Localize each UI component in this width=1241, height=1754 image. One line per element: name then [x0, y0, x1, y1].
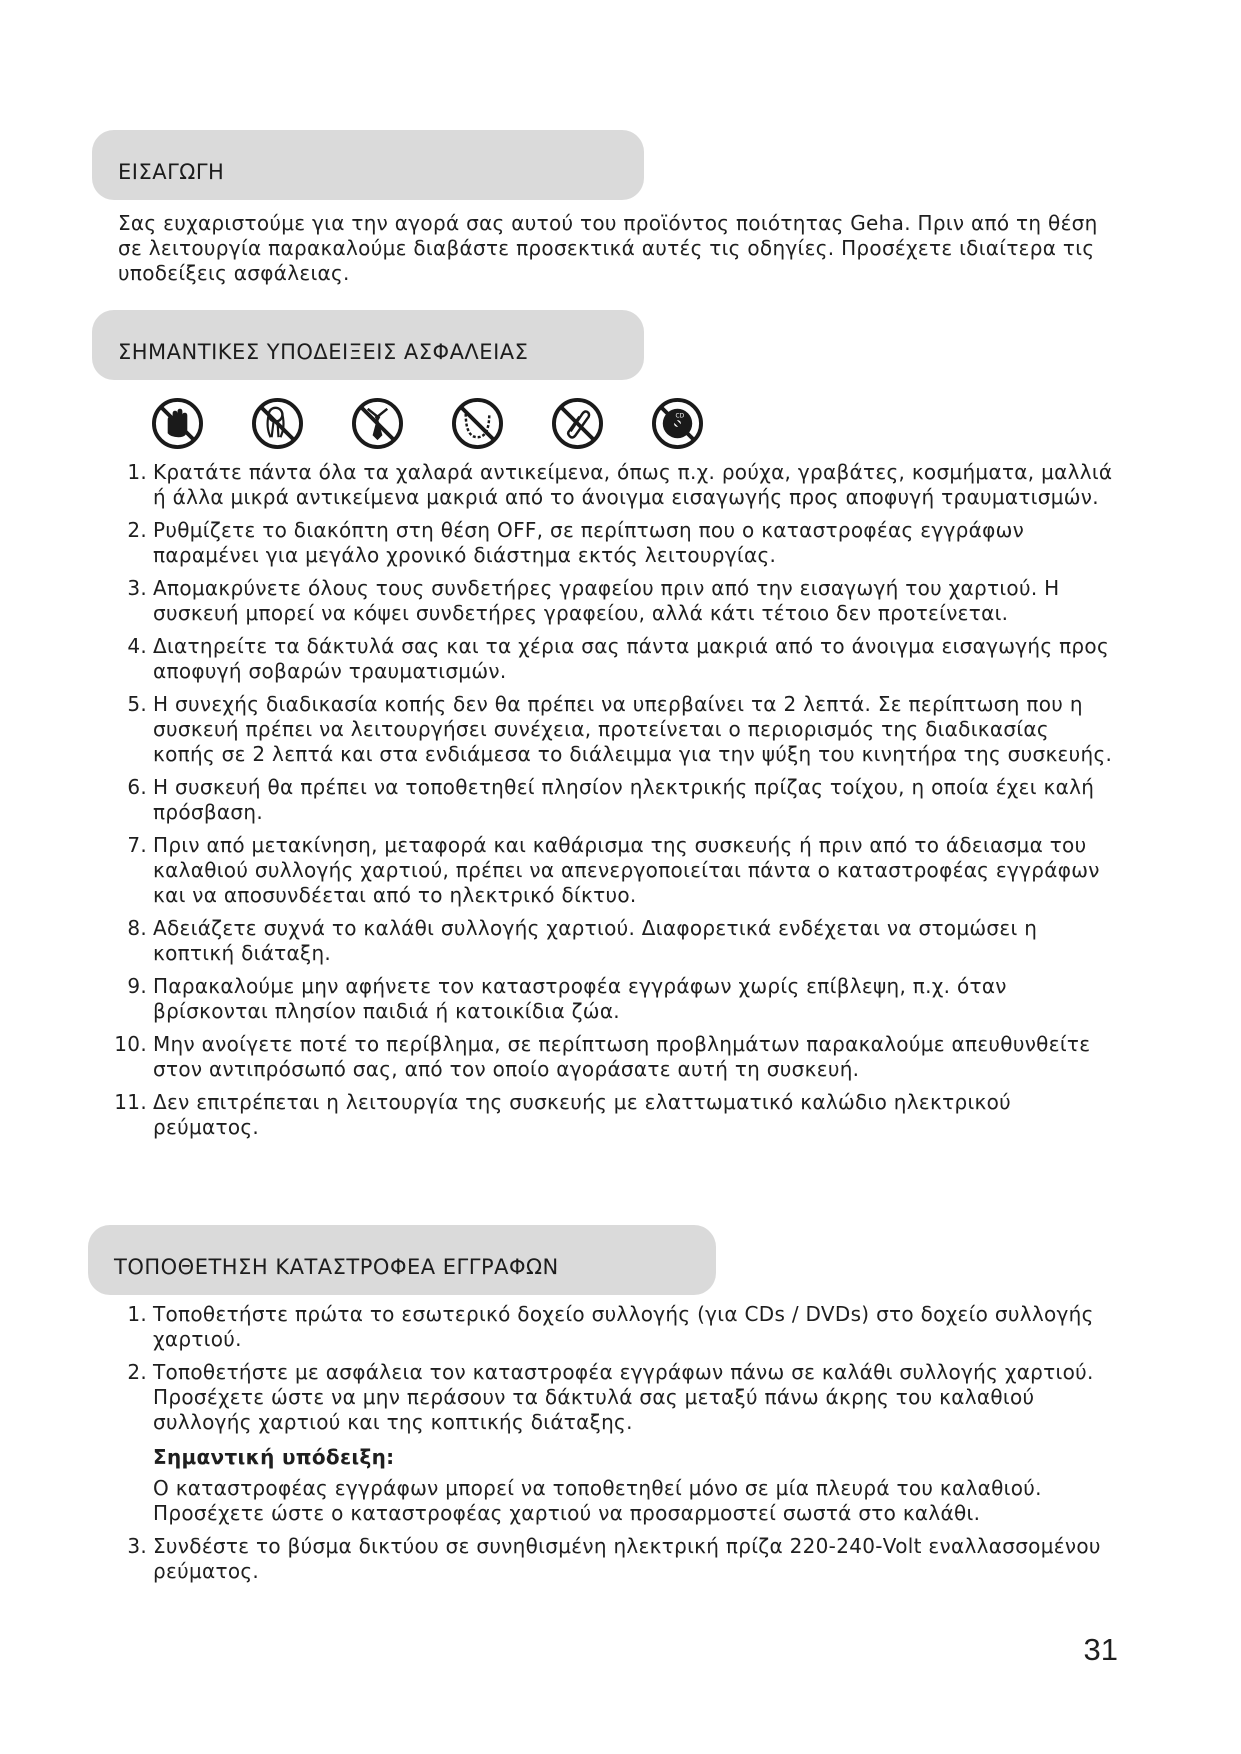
intro-heading: ΕΙΣΑΓΩΓΗ	[92, 130, 644, 200]
setup-heading: ΤΟΠΟΘΕΤΗΣΗ ΚΑΤΑΣΤΡΟΦΕΑ ΕΓΓΡΑΦΩΝ	[88, 1225, 716, 1295]
setup-list	[107, 1302, 1117, 1592]
item-number: 5.	[127, 692, 147, 716]
safety-heading: ΣΗΜΑΝΤΙΚΕΣ ΥΠΟΔΕΙΞΕΙΣ ΑΣΦΑΛΕΙΑΣ	[92, 310, 644, 380]
item-text: Κρατάτε πάντα όλα τα χαλαρά αντικείμενα, όπως π.χ. ρούχα, γραβάτες, κοσμήματα, μαλλιά ή άλλα μικρά αντικείμενα μακριά από το άνοιγμα εισαγωγής προς αποφυγή τραυματισμών.	[153, 460, 1113, 509]
item-number: 2.	[127, 1360, 147, 1384]
list-item	[107, 1032, 1117, 1082]
no-long-hair-icon	[252, 398, 303, 449]
item-text: Η συνεχής διαδικασία κοπής δεν θα πρέπει να υπερβαίνει τα 2 λεπτά. Σε περίπτωση που η συσκευή πρέπει να λειτουργήσει συνέχεια, προτείνεται ο περιορισμός της διαδικασίας κοπής σε 2 λεπτά και στα ενδιάμεσα το διάλειμμα για την ψύξη του κινητήρα της συσκευής.	[153, 692, 1113, 766]
item-text: Η συσκευή θα πρέπει να τοποθετηθεί πλησίον ηλεκτρικής πρίζας τοίχου, η οποία έχει καλή πρόσβαση.	[153, 775, 1095, 824]
list-item	[107, 1090, 1117, 1140]
item-text: Απομακρύνετε όλους τους συνδετήρες γραφείου πριν από την εισαγωγή του χαρτιού. Η συσκευή μπορεί να κόψει συνδετήρες γραφείου, αλλά κάτι τέτοιο δεν προτείνεται.	[153, 576, 1060, 625]
note-text: Ο καταστροφέας εγγράφων μπορεί να τοποθετηθεί μόνο σε μία πλευρά του καλαθιού. Προσέχετε ώστε ο καταστροφέας χαρτιού να προσαρμοστεί σωστά στο καλάθι.	[153, 1476, 1042, 1525]
item-text: Τοποθετήστε με ασφάλεια τον καταστροφέα εγγράφων πάνω σε καλάθι συλλογής χαρτιού. Προσέχετε ώστε να μην περάσουν τα δάκτυλά σας μεταξύ πάνω άκρης του καλαθιού συλλογής χαρτιού και της κοπτικής διάταξης.	[153, 1360, 1094, 1434]
item-text: Παρακαλούμε μην αφήνετε τον καταστροφέα εγγράφων χωρίς επίβλεψη, π.χ. όταν βρίσκονται πλησίον παιδιά ή κατοικίδια ζώα.	[153, 974, 1007, 1023]
item-number: 2.	[127, 518, 147, 542]
no-tie-icon	[352, 398, 403, 449]
intro-text: Σας ευχαριστούμε για την αγορά σας αυτού του προϊόντος ποιότητας Geha. Πριν από τη θέση σε λειτουργία παρακαλούμε διαβάστε προσεκτικά αυτές τις οδηγίες. Προσέχετε ιδιαίτερα τις υποδείξεις ασφάλειας.	[118, 211, 1098, 285]
note-heading: Σημαντική υπόδειξη:	[153, 1445, 395, 1469]
svg-text:CD: CD	[675, 413, 685, 420]
item-number: 6.	[127, 775, 147, 799]
item-text: Μην ανοίγετε ποτέ το περίβλημα, σε περίπτωση προβλημάτων παρακαλούμε απευθυνθείτε στον αντιπρόσωπό σας, από τον οποίο αγοράσατε αυτή τη συσκευή.	[153, 1032, 1091, 1081]
item-text: Αδειάζετε συχνά το καλάθι συλλογής χαρτιού. Διαφορετικά ενδέχεται να στομώσει η κοπτική διάταξη.	[153, 916, 1038, 965]
page-number: 31	[1083, 1632, 1118, 1667]
list-item	[107, 518, 1117, 568]
item-number: 1.	[127, 1302, 147, 1326]
list-item	[107, 576, 1117, 626]
no-hands-icon	[152, 398, 203, 449]
no-cd-icon	[652, 398, 703, 449]
item-text: Διατηρείτε τα δάκτυλά σας και τα χέρια σας πάντα μακριά από το άνοιγμα εισαγωγής προς αποφυγή σοβαρών τραυματισμών.	[153, 634, 1109, 683]
item-number: 8.	[127, 916, 147, 940]
safety-icons	[152, 398, 703, 449]
safety-list	[107, 460, 1117, 1148]
item-number: 7.	[127, 833, 147, 857]
list-item	[107, 775, 1117, 825]
item-number: 11.	[114, 1090, 147, 1114]
item-text: Τοποθετήστε πρώτα το εσωτερικό δοχείο συλλογής (για CDs / DVDs) στο δοχείο συλλογής χαρτιού.	[153, 1302, 1094, 1351]
list-item	[107, 692, 1117, 767]
item-text: Δεν επιτρέπεται η λειτουργία της συσκευής με ελαττωματικό καλώδιο ηλεκτρικού ρεύματος.	[153, 1090, 1012, 1139]
list-item	[107, 1534, 1117, 1584]
no-paperclip-icon	[552, 398, 603, 449]
item-number: 3.	[127, 576, 147, 600]
item-number: 3.	[127, 1534, 147, 1558]
list-item	[107, 833, 1117, 908]
list-item	[107, 460, 1117, 510]
no-jewelry-icon	[452, 398, 503, 449]
item-text: Συνδέστε το βύσμα δικτύου σε συνηθισμένη ηλεκτρική πρίζα 220-240-Volt εναλλασσομένου ρεύματος.	[153, 1534, 1101, 1583]
item-number: 9.	[127, 974, 147, 998]
item-number: 1.	[127, 460, 147, 484]
list-item	[107, 634, 1117, 684]
list-item	[107, 1360, 1117, 1526]
item-text: Πριν από μετακίνηση, μεταφορά και καθάρισμα της συσκευής ή πριν από το άδειασμα του καλαθιού συλλογής χαρτιού, πρέπει να απενεργοποιείται πάντα ο καταστροφέας εγγράφων και να αποσυνδέεται από το ηλεκτρικό δίκτυο.	[153, 833, 1100, 907]
item-number: 10.	[114, 1032, 147, 1056]
item-text: Ρυθμίζετε το διακόπτη στη θέση OFF, σε περίπτωση που ο καταστροφέας εγγράφων παραμένει για μεγάλο χρονικό διάστημα εκτός λειτουργίας.	[153, 518, 1025, 567]
list-item	[107, 1302, 1117, 1352]
item-number: 4.	[127, 634, 147, 658]
list-item	[107, 974, 1117, 1024]
list-item	[107, 916, 1117, 966]
